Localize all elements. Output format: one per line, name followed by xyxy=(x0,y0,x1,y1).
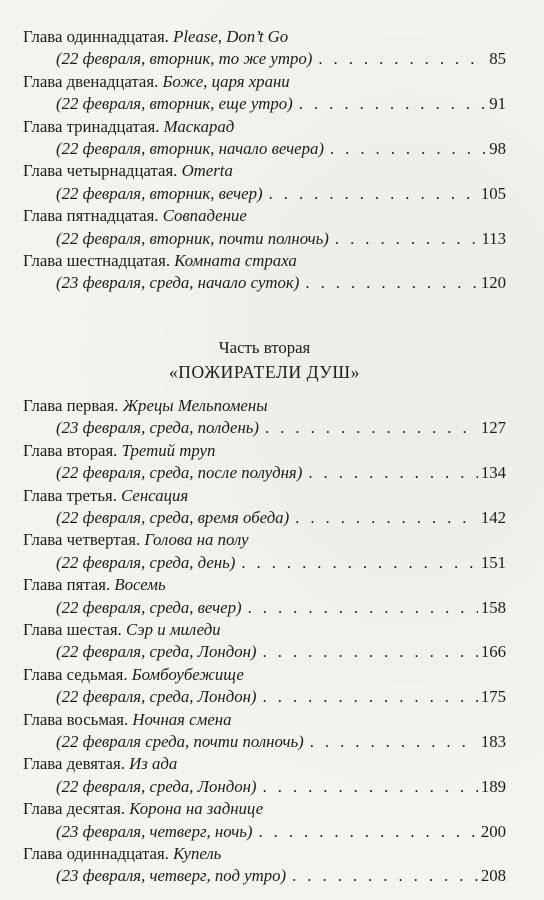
toc-part2-list xyxy=(23,395,506,888)
chapter-subtitle: (22 февраля, вторник, вечер) xyxy=(56,183,263,203)
chapter-name: Omerta xyxy=(181,161,233,181)
page-number: 151 xyxy=(480,552,506,572)
chapter-number-label: Глава десятая. xyxy=(23,799,130,819)
chapter-number-label: Глава четырнадцатая. xyxy=(23,161,182,181)
chapter-title xyxy=(23,250,506,272)
chapter-subtitle-line xyxy=(23,93,506,115)
chapter-subtitle-line xyxy=(23,48,506,70)
chapter-title xyxy=(23,160,506,182)
chapter-subtitle: (22 февраля, среда, время обеда) xyxy=(56,507,290,527)
chapter-subtitle-line xyxy=(23,507,506,529)
part-label: Часть вторая xyxy=(218,337,311,357)
toc-entry xyxy=(23,395,506,440)
chapter-title xyxy=(23,440,506,462)
dot-leader xyxy=(330,138,486,160)
chapter-subtitle-line xyxy=(23,821,506,843)
chapter-title xyxy=(23,753,506,775)
dot-leader xyxy=(292,865,478,887)
page-number: 113 xyxy=(481,228,506,248)
dot-leader xyxy=(263,686,478,708)
chapter-title xyxy=(23,798,506,820)
chapter-name: Жрецы Мельпомены xyxy=(122,395,268,415)
part-title: «ПОЖИРАТЕЛИ ДУШ» xyxy=(168,361,361,382)
chapter-number-label: Глава одиннадцатая. xyxy=(23,27,174,46)
chapter-subtitle: (22 февраля среда, почти полночь) xyxy=(56,731,304,751)
chapter-subtitle-line xyxy=(23,552,506,574)
page-number: 142 xyxy=(480,507,506,527)
chapter-subtitle-line xyxy=(23,865,506,887)
chapter-subtitle-line xyxy=(23,272,506,294)
chapter-subtitle-line xyxy=(23,462,506,484)
toc-entry xyxy=(23,619,506,664)
dot-leader xyxy=(241,552,477,574)
chapter-subtitle-line xyxy=(23,138,506,160)
page-number: 208 xyxy=(480,866,506,886)
chapter-subtitle: (22 февраля, среда, Лондон) xyxy=(56,776,257,796)
chapter-subtitle-line xyxy=(23,597,506,619)
chapter-subtitle: (22 февраля, среда, Лондон) xyxy=(56,687,257,707)
chapter-subtitle: (22 февраля, вторник, почти полночь) xyxy=(56,228,329,248)
toc-entry xyxy=(23,71,506,116)
chapter-subtitle: (23 февраля, четверг, ночь) xyxy=(56,821,253,841)
chapter-subtitle: (22 февраля, среда, после полудня) xyxy=(56,463,303,483)
chapter-number-label: Глава четвертая. xyxy=(23,530,145,550)
chapter-title xyxy=(23,529,506,551)
chapter-number-label: Глава одиннадцатая. xyxy=(23,844,174,863)
chapter-title xyxy=(23,485,506,507)
page-number: 134 xyxy=(480,463,506,483)
chapter-number-label: Глава двенадцатая. xyxy=(23,71,163,91)
chapter-subtitle: (22 февраля, среда, день) xyxy=(56,552,236,572)
toc-entry xyxy=(23,798,506,843)
chapter-subtitle-line xyxy=(23,228,506,250)
dot-leader xyxy=(263,641,478,663)
chapter-subtitle-line xyxy=(23,417,506,439)
chapter-title xyxy=(23,205,506,227)
page-number: 200 xyxy=(480,821,506,841)
chapter-title xyxy=(23,664,506,686)
dot-leader xyxy=(318,48,486,70)
dot-leader xyxy=(295,507,478,529)
chapter-title xyxy=(23,71,506,93)
toc-entry xyxy=(23,574,506,619)
chapter-name: Купель xyxy=(173,844,222,863)
chapter-name: Голова на полу xyxy=(144,530,249,550)
page-number: 98 xyxy=(489,139,506,159)
page-number: 105 xyxy=(480,183,506,203)
toc-entry xyxy=(23,664,506,709)
chapter-name: Третий труп xyxy=(121,440,216,460)
chapter-name: Корона на заднице xyxy=(129,799,264,819)
dot-leader xyxy=(299,93,486,115)
chapter-number-label: Глава тринадцатая. xyxy=(23,116,164,136)
chapter-subtitle-line xyxy=(23,731,506,753)
chapter-number-label: Глава восьмая. xyxy=(23,709,133,729)
dot-leader xyxy=(265,417,478,439)
chapter-title xyxy=(23,574,506,596)
dot-leader xyxy=(335,228,479,250)
toc-entry xyxy=(23,26,506,71)
chapter-subtitle: (23 февраля, четверг, под утро) xyxy=(56,866,287,886)
chapter-name: Please, Don’t Go xyxy=(173,27,289,46)
toc-entry xyxy=(23,205,506,250)
chapter-name: Маскарад xyxy=(163,116,235,136)
chapter-name: Комната страха xyxy=(174,251,297,271)
chapter-name: Сэр и миледи xyxy=(125,619,221,639)
chapter-title xyxy=(23,843,506,865)
chapter-subtitle: (23 февраля, среда, начало суток) xyxy=(56,273,300,293)
dot-leader xyxy=(263,776,478,798)
chapter-number-label: Глава вторая. xyxy=(23,440,122,460)
toc-entry xyxy=(23,160,506,205)
chapter-subtitle-line xyxy=(23,776,506,798)
page-number: 166 xyxy=(480,642,506,662)
part-heading xyxy=(23,337,506,385)
chapter-subtitle: (23 февраля, среда, полдень) xyxy=(56,418,260,438)
chapter-number-label: Глава пятнадцатая. xyxy=(23,206,163,226)
page-number: 120 xyxy=(480,273,506,293)
toc-entry xyxy=(23,753,506,798)
chapter-name: Сенсация xyxy=(121,485,189,505)
toc-entry xyxy=(23,250,506,295)
dot-leader xyxy=(308,462,478,484)
dot-leader xyxy=(258,821,477,843)
chapter-subtitle-line xyxy=(23,183,506,205)
chapter-number-label: Глава первая. xyxy=(23,395,123,415)
dot-leader xyxy=(310,731,478,753)
chapter-title xyxy=(23,116,506,138)
chapter-number-label: Глава третья. xyxy=(23,485,122,505)
chapter-name: Боже, царя храни xyxy=(162,71,290,91)
dot-leader xyxy=(269,183,478,205)
chapter-subtitle: (22 февраля, вторник, то же утро) xyxy=(56,49,313,69)
page-number: 175 xyxy=(480,687,506,707)
page-number: 127 xyxy=(480,418,506,438)
chapter-name: Из ада xyxy=(129,754,178,774)
chapter-number-label: Глава шестая. xyxy=(23,619,126,639)
page-number: 91 xyxy=(489,94,506,114)
toc-entry xyxy=(23,529,506,574)
chapter-number-label: Глава седьмая. xyxy=(23,664,132,684)
chapter-subtitle-line xyxy=(23,686,506,708)
chapter-name: Ночная смена xyxy=(132,709,232,729)
chapter-subtitle: (22 февраля, вторник, начало вечера) xyxy=(56,139,324,159)
chapter-name: Восемь xyxy=(114,575,166,595)
chapter-subtitle: (22 февраля, среда, Лондон) xyxy=(56,642,257,662)
chapter-subtitle-line xyxy=(23,641,506,663)
chapter-name: Бомбоубежище xyxy=(131,664,244,684)
toc-entry xyxy=(23,485,506,530)
toc-entry xyxy=(23,440,506,485)
toc-part1-list xyxy=(23,26,506,295)
chapter-subtitle: (22 февраля, среда, вечер) xyxy=(56,597,242,617)
page-number: 183 xyxy=(480,731,506,751)
chapter-title xyxy=(23,26,506,48)
toc-entry xyxy=(23,843,506,888)
dot-leader xyxy=(305,272,477,294)
chapter-subtitle: (22 февраля, вторник, еще утро) xyxy=(56,94,293,114)
chapter-title xyxy=(23,709,506,731)
page-number: 189 xyxy=(480,776,506,796)
chapter-name: Совпадение xyxy=(162,206,247,226)
chapter-number-label: Глава шестнадцатая. xyxy=(23,251,175,271)
toc-entry xyxy=(23,709,506,754)
page-number: 85 xyxy=(489,49,506,69)
chapter-title xyxy=(23,395,506,417)
chapter-number-label: Глава девятая. xyxy=(23,754,130,774)
dot-leader xyxy=(248,597,478,619)
toc-entry xyxy=(23,116,506,161)
chapter-title xyxy=(23,619,506,641)
chapter-number-label: Глава пятая. xyxy=(23,575,115,595)
page-number: 158 xyxy=(480,597,506,617)
